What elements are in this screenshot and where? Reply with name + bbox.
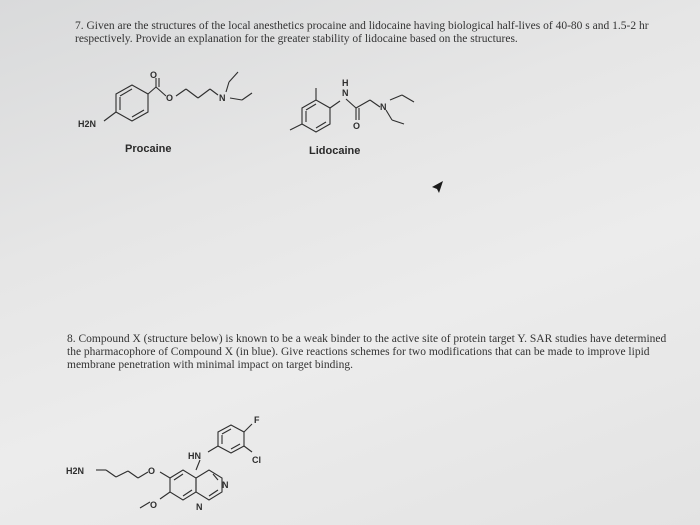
lidocaine-carbonyl-o: O: [353, 121, 361, 131]
lidocaine-amide-n: N: [342, 88, 349, 98]
lidocaine-label: Lidocaine: [309, 145, 361, 157]
procaine-carbonyl-o: O: [150, 70, 158, 80]
compound-x-chain-o: O: [148, 466, 156, 476]
compound-x-h2n: H2N: [66, 466, 85, 476]
compound-x-fluorine: F: [254, 415, 260, 425]
compound-x-hn: HN: [188, 451, 201, 461]
compound-x-methoxy-o: O: [150, 500, 158, 510]
question-8-text: 8. Compound X (structure below) is known to be a weak binder to the active site of protein target Y. SAR studies have determined the pharmacophore of Compound X (in blue). Give reactions schemes for two modifications that can be made to improve lipid membrane penetration with minimal impact on target binding.: [67, 333, 667, 371]
compound-x-chlorine: Cl: [252, 455, 261, 465]
procaine-label: Procaine: [125, 143, 172, 155]
lidocaine-h: H: [342, 78, 349, 88]
compound-x-n1: N: [222, 480, 229, 490]
procaine-h2n: H2N: [78, 119, 97, 129]
procaine-amine-n: N: [219, 93, 226, 103]
question-7-text: 7. Given are the structures of the local anesthetics procaine and lidocaine having biological half-lives of 40-80 s and 1.5-2 hr respectively. Provide an explanation for the greater stability of lidocaine based on the structures.: [75, 20, 649, 45]
lidocaine-amine-n: N: [380, 102, 387, 112]
procaine-ester-o: O: [166, 93, 174, 103]
compound-x-n2: N: [196, 502, 203, 512]
